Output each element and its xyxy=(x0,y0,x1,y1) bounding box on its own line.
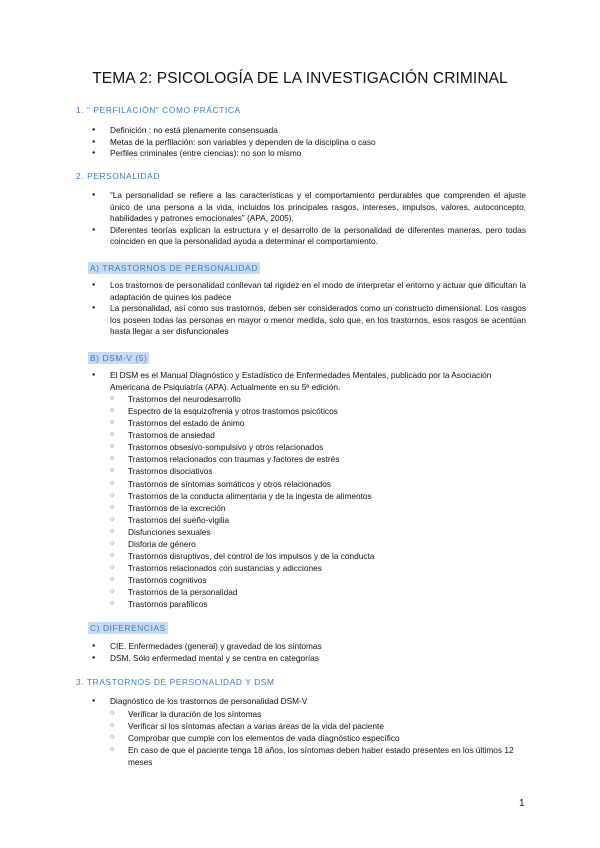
subsection-a-list xyxy=(92,280,526,338)
list-item: ○ Trastornos relacionados con traumas y factores de estrés xyxy=(92,453,526,465)
list-item: ○ Verificar si los síntomas afectan a varias áreas de la vida del paciente xyxy=(92,720,526,732)
list-item: ● “La personalidad se refiere a las características y el comportamiento perdurables que comprenden el ajuste único de una persona a la vida, incluidos los principales rasgos, intereses, impulsos, valores, autoconcepto, habilidades y patrones emocionales” (APA, 2005). xyxy=(92,190,526,225)
list-item xyxy=(92,370,526,610)
list-item: ○ Verificar la duración de los síntomas xyxy=(92,708,526,720)
section-1-list xyxy=(92,125,526,160)
list-item: ● Diferentes teorías explican la estructura y el desarrollo de la personalidad de diferentes maneras, pero todas coinciden en que la personalidad ayuda a determinar el comportamiento. xyxy=(92,225,526,248)
subsection-b-heading: B) DSM-V (5) xyxy=(90,353,148,363)
list-item: ○ Trastornos cognitivos xyxy=(92,574,526,586)
list-item: ○ Trastornos obsesivo-sompulsivo y otros relacionados xyxy=(92,441,526,453)
list-item: ● Los trastornos de personalidad conllevan tal rigidez en el modo de interpretar el entorno y actuar que dificultan la adaptación de quines los padece xyxy=(92,280,526,303)
list-item xyxy=(92,696,526,768)
list-item: ● CIE. Enfermedades (general) y gravedad de los síntomas xyxy=(92,641,526,653)
section-1-heading: 1. “ PERFILACIÓN” COMO PRÁCTICA xyxy=(76,105,241,115)
dsm-intro: El DSM es el Manual Diagnóstico y Estadístico de Enfermedades Mentales, publicado por la Asociación Americana de Psiquiatría (APA). Actualmente en su 5ª edición. xyxy=(110,370,492,392)
subsection-a-heading: A) TRASTORNOS DE PERSONALIDAD xyxy=(90,263,258,273)
list-item: ● Definición : no está plenamente consensuada xyxy=(92,125,526,137)
section-3-heading: 3. TRASTORNOS DE PERSONALIDAD Y DSM xyxy=(76,677,275,687)
list-item: ○ Trastornos relacionados con sustancias y adicciones xyxy=(92,562,526,574)
list-item: ○ Disforia de género xyxy=(92,538,526,550)
list-item: ○ Trastornos del sueño-vigilia xyxy=(92,514,526,526)
subsection-b-list xyxy=(92,370,526,610)
list-item: ○ Disfunciones sexuales xyxy=(92,526,526,538)
list-item: ○ Trastornos de síntomas somáticos y otros relacionados xyxy=(92,478,526,490)
dsm-categories xyxy=(92,393,526,610)
list-item: ○ Comprobar que cumple con los elementos de vada diagnóstico específico xyxy=(92,732,526,744)
page-number: 1 xyxy=(519,798,525,809)
list-item: ○ Trastornos del estado de ánimo xyxy=(92,417,526,429)
list-item: ○ Trastornos de la conducta alimentaria y de la ingesta de alimentos xyxy=(92,490,526,502)
list-item: ○ Trastornos disruptivos, del control de los impulsos y de la conducta xyxy=(92,550,526,562)
list-item: ○ Trastornos de la excreción xyxy=(92,502,526,514)
subsection-c-list xyxy=(92,641,526,664)
page-title: TEMA 2: PSICOLOGÍA DE LA INVESTIGACIÓN CRIMINAL xyxy=(92,70,508,87)
list-item: ● DSM. Sólo enfermedad mental y se centra en categorías xyxy=(92,653,526,665)
list-item: ● La personalidad, así como sus trastornos, deben ser considerados como un constructo dimensional. Los rasgos los poseen todas las personas en mayor o menor medida, solo que, en los trastornos, esos rasgos se acentúan hasta llegar a ser disfuncionales xyxy=(92,303,526,338)
section-2-list xyxy=(92,190,526,248)
list-item: ○ En caso de que el paciente tenga 18 años, los síntomas deben haber estado presentes en los últimos 12 meses xyxy=(92,744,526,768)
diagnosis-intro: Diagnóstico de los trastornos de personalidad DSM-V xyxy=(110,696,308,706)
list-item: ○ Trastornos del neurodesarrollo xyxy=(92,393,526,405)
list-item: ● Metas de la perfilación: son variables y dependen de la disciplina o caso xyxy=(92,137,526,149)
list-item: ● Perfiles criminales (entre ciencias): no son lo mismo xyxy=(92,148,526,160)
subsection-c-heading: C) DIFERENCIAS xyxy=(90,623,166,633)
list-item: ○ Trastornos de ansiedad xyxy=(92,429,526,441)
list-item: ○ Trastornos disociativos xyxy=(92,465,526,477)
list-item: ○ Trastornos parafílicos xyxy=(92,598,526,610)
list-item: ○ Espectro de la esquizofrenia y otros trastornos psicóticos xyxy=(92,405,526,417)
diagnosis-steps xyxy=(92,708,526,768)
list-item: ○ Trastornos de la personalidad xyxy=(92,586,526,598)
section-3-list xyxy=(92,696,526,768)
section-2-heading: 2. PERSONALIDAD xyxy=(76,171,160,181)
